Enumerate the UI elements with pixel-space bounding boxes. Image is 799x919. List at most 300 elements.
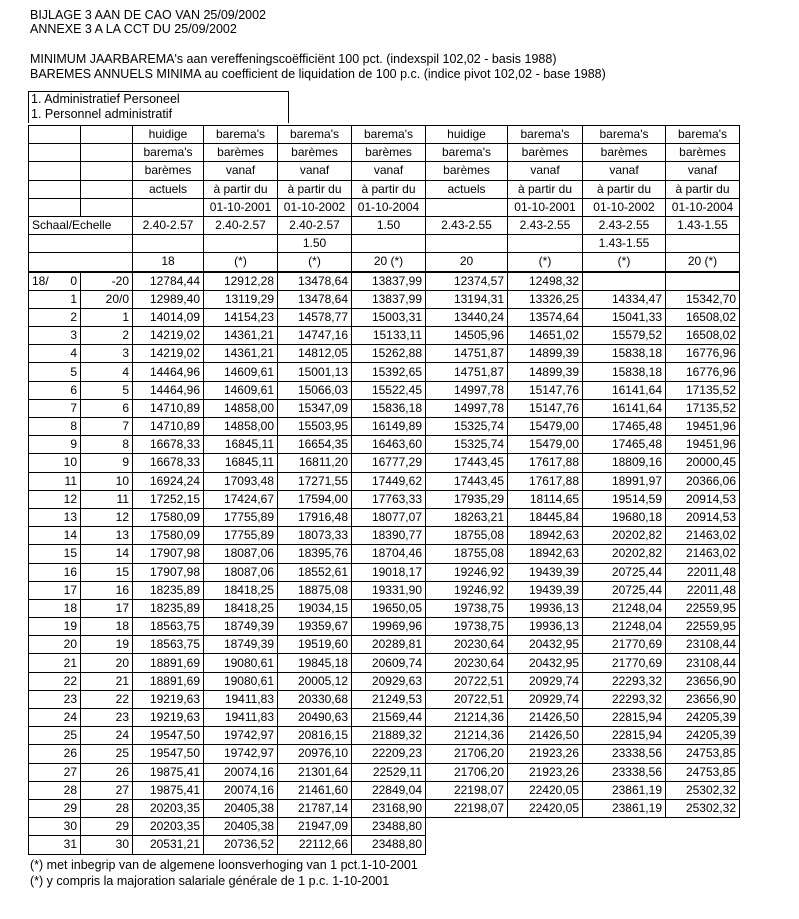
value-cell: 20736,52 [204, 836, 278, 854]
value-cell: 25302,32 [666, 781, 740, 799]
value-cell: 19246,92 [426, 563, 508, 581]
step-cell [29, 290, 81, 308]
value-cell: 20531,21 [133, 836, 204, 854]
value-cell: 18755,08 [426, 545, 508, 563]
value-cell: 22815,94 [583, 727, 666, 745]
note-cell: 20 (*) [352, 253, 426, 272]
table-row [29, 672, 740, 690]
step-number: 12 [63, 491, 77, 506]
table-row [29, 563, 740, 581]
value-cell: 20074,16 [204, 781, 278, 799]
value-cell: 18390,77 [352, 527, 426, 545]
table-row [29, 381, 740, 399]
table-row [29, 363, 740, 381]
step-cell [29, 345, 81, 363]
value-cell: 20202,82 [583, 545, 666, 563]
step-cell-2: 18 [81, 618, 133, 636]
step-cell-2: 10 [81, 472, 133, 490]
value-cell: 14751,87 [426, 345, 508, 363]
value-cell: 24753,85 [666, 763, 740, 781]
value-cell: 24205,39 [666, 709, 740, 727]
value-cell: 15392,65 [352, 363, 426, 381]
value-cell: 19845,18 [278, 654, 352, 672]
step-number: 18 [63, 600, 77, 615]
step-number: 31 [63, 837, 77, 852]
value-cell: 13837,99 [352, 290, 426, 308]
value-cell: 18749,39 [204, 636, 278, 654]
value-cell: 14334,47 [583, 290, 666, 308]
step-number: 0 [70, 273, 77, 288]
step-cell [29, 799, 81, 817]
value-cell: 16654,35 [278, 436, 352, 454]
value-cell: 20202,82 [583, 527, 666, 545]
value-cell: 23108,44 [666, 636, 740, 654]
value-cell: 14219,02 [133, 345, 204, 363]
step-cell [29, 836, 81, 854]
value-cell: 20976,10 [278, 745, 352, 763]
column-header-cell: à partir du [666, 180, 740, 198]
value-cell: 15579,52 [583, 327, 666, 345]
value-cell: 14710,89 [133, 399, 204, 417]
value-cell: 22293,32 [583, 672, 666, 690]
step-cell-2: 13 [81, 527, 133, 545]
value-cell: 18755,08 [426, 527, 508, 545]
column-header-cell: barema's [583, 126, 666, 144]
value-cell: 18809,16 [583, 454, 666, 472]
value-cell: 23338,56 [583, 763, 666, 781]
value-cell: 19742,97 [204, 745, 278, 763]
value-cell: 16149,89 [352, 418, 426, 436]
value-cell [666, 272, 740, 291]
value-cell: 18235,89 [133, 599, 204, 617]
header-row [29, 144, 740, 162]
step-cell [29, 454, 81, 472]
header-row [29, 162, 740, 180]
step-number: 15 [63, 546, 77, 561]
value-cell: 14812,05 [278, 345, 352, 363]
header-row [29, 198, 740, 216]
value-cell: 14014,09 [133, 308, 204, 326]
value-cell: 21947,09 [278, 818, 352, 836]
scale-cell: 2.43-2.55 [426, 216, 508, 234]
value-cell: 15838,18 [583, 363, 666, 381]
value-cell: 22849,04 [352, 781, 426, 799]
step-number: 9 [70, 437, 77, 452]
table-row [29, 727, 740, 745]
column-header-cell: 01-10-2002 [583, 198, 666, 216]
value-cell: 20432,95 [508, 636, 583, 654]
column-header-cell: barema's [133, 144, 204, 162]
value-cell: 22011,48 [666, 563, 740, 581]
column-header-cell: barema's [508, 126, 583, 144]
value-cell: 20722,51 [426, 690, 508, 708]
step-cell [29, 636, 81, 654]
step-number: 17 [63, 582, 77, 597]
step-number: 20 [63, 637, 77, 652]
table-row [29, 836, 740, 854]
value-cell: 17580,09 [133, 527, 204, 545]
value-cell: 20230,64 [426, 636, 508, 654]
value-cell: 24205,39 [666, 727, 740, 745]
value-cell: 18077,07 [352, 508, 426, 526]
category-box [28, 91, 289, 123]
value-cell: 14858,00 [204, 418, 278, 436]
value-cell: 18263,21 [426, 508, 508, 526]
column-header-cell: 01-10-2004 [666, 198, 740, 216]
value-cell: 20230,64 [426, 654, 508, 672]
value-cell: 25302,32 [666, 799, 740, 817]
doc-subtitle-fr: BAREMES ANNUELS MINIMA au coefficient de liquidation de 100 p.c. (indice pivot 102,02 - base 1988) [30, 67, 606, 81]
column-header-cell: à partir du [508, 180, 583, 198]
step-number: 28 [63, 782, 77, 797]
column-header-cell: vanaf [508, 162, 583, 180]
step-cell [29, 763, 81, 781]
value-cell: 19359,67 [278, 618, 352, 636]
column-header-cell: vanaf [666, 162, 740, 180]
value-cell: 14361,21 [204, 345, 278, 363]
scale-cell: 1.50 [278, 235, 352, 253]
step-cell [29, 308, 81, 326]
value-cell: 20405,38 [204, 818, 278, 836]
table-row [29, 436, 740, 454]
value-cell: 21214,36 [426, 709, 508, 727]
value-cell: 22559,95 [666, 599, 740, 617]
value-cell: 14154,23 [204, 308, 278, 326]
value-cell: 21463,02 [666, 527, 740, 545]
value-cell: 21426,50 [508, 709, 583, 727]
value-cell: 19439,39 [508, 581, 583, 599]
step-cell-2: 23 [81, 709, 133, 727]
blank-cell [81, 180, 133, 198]
step-cell-2: 20 [81, 654, 133, 672]
table-row [29, 454, 740, 472]
value-cell: 21248,04 [583, 618, 666, 636]
value-cell: 20929,74 [508, 672, 583, 690]
scale-cell [204, 235, 278, 253]
scale-cell: 2.40-2.57 [204, 216, 278, 234]
category-fr: 1. Personnel administratif [31, 107, 173, 121]
value-cell: 20914,53 [666, 490, 740, 508]
value-cell: 16141,64 [583, 399, 666, 417]
table-row [29, 527, 740, 545]
value-cell: 20929,74 [508, 690, 583, 708]
step-cell-2: 5 [81, 381, 133, 399]
value-cell: 21889,32 [352, 727, 426, 745]
value-cell: 20074,16 [204, 763, 278, 781]
value-cell: 16678,33 [133, 454, 204, 472]
step-cell [29, 490, 81, 508]
step-number: 3 [70, 328, 77, 343]
value-cell: 18087,06 [204, 563, 278, 581]
value-cell: 15479,00 [508, 436, 583, 454]
value-cell: 18087,06 [204, 545, 278, 563]
value-cell: 17093,48 [204, 472, 278, 490]
value-cell: 19018,17 [352, 563, 426, 581]
scale-cell: 2.43-2.55 [508, 216, 583, 234]
column-header-cell: à partir du [278, 180, 352, 198]
value-cell: 18073,33 [278, 527, 352, 545]
scale-cell [352, 235, 426, 253]
note-cell: 20 (*) [666, 253, 740, 272]
doc-subtitle-nl: MINIMUM JAARBAREMA's aan vereffeningscoëfficiënt 100 pct. (indexspil 102,02 - basis 1988) [30, 52, 557, 66]
value-cell: 16508,02 [666, 327, 740, 345]
value-cell: 19547,50 [133, 727, 204, 745]
value-cell: 22112,66 [278, 836, 352, 854]
value-cell: 21787,14 [278, 799, 352, 817]
value-cell: 19742,97 [204, 727, 278, 745]
value-cell: 13574,64 [508, 308, 583, 326]
value-cell: 14747,16 [278, 327, 352, 345]
column-header-cell: barema's [352, 126, 426, 144]
step-cell-2: 1 [81, 308, 133, 326]
blank-cell [29, 198, 81, 216]
value-cell: 21569,44 [352, 709, 426, 727]
doc-title-nl: BIJLAGE 3 AAN DE CAO VAN 25/09/2002 [30, 8, 266, 22]
table-row [29, 781, 740, 799]
value-cell: 17916,48 [278, 508, 352, 526]
value-cell: 19219,63 [133, 690, 204, 708]
value-cell: 22420,05 [508, 781, 583, 799]
value-cell: 20203,35 [133, 799, 204, 817]
step-cell [29, 581, 81, 599]
value-cell: 23338,56 [583, 745, 666, 763]
column-header-cell: à partir du [583, 180, 666, 198]
step-cell-2: 19 [81, 636, 133, 654]
table-row [29, 472, 740, 490]
value-cell: 21770,69 [583, 636, 666, 654]
step-cell-2: 6 [81, 399, 133, 417]
step-cell [29, 418, 81, 436]
note-row [29, 253, 740, 272]
value-cell: 19936,13 [508, 618, 583, 636]
value-cell: 14997,78 [426, 399, 508, 417]
column-header-cell: 01-10-2002 [278, 198, 352, 216]
value-cell: 19080,61 [204, 672, 278, 690]
value-cell: 20405,38 [204, 799, 278, 817]
value-cell: 14361,21 [204, 327, 278, 345]
value-cell: 19514,59 [583, 490, 666, 508]
value-cell: 14464,96 [133, 363, 204, 381]
value-cell: 17907,98 [133, 545, 204, 563]
value-cell: 18891,69 [133, 654, 204, 672]
value-cell [508, 836, 583, 854]
table-row [29, 327, 740, 345]
blank-cell [81, 126, 133, 144]
value-cell: 17443,45 [426, 472, 508, 490]
step-cell-2: 24 [81, 727, 133, 745]
value-cell: 22198,07 [426, 781, 508, 799]
column-header-cell: à partir du [352, 180, 426, 198]
step-cell-2: 28 [81, 799, 133, 817]
column-header-cell [133, 198, 204, 216]
step-cell-2: 2 [81, 327, 133, 345]
value-cell: 19080,61 [204, 654, 278, 672]
value-cell: 22293,32 [583, 690, 666, 708]
step-cell [29, 618, 81, 636]
value-cell: 18704,46 [352, 545, 426, 563]
table-row [29, 654, 740, 672]
value-cell: 23488,80 [352, 818, 426, 836]
step-number: 29 [63, 801, 77, 816]
value-cell: 17465,48 [583, 436, 666, 454]
value-cell: 20000,45 [666, 454, 740, 472]
header-row [29, 126, 740, 144]
step-cell [29, 272, 81, 291]
step-number: 27 [63, 764, 77, 779]
table-row [29, 490, 740, 508]
value-cell: 14219,02 [133, 327, 204, 345]
value-cell: 17465,48 [583, 418, 666, 436]
value-cell: 20725,44 [583, 581, 666, 599]
value-cell: 21923,26 [508, 763, 583, 781]
step-cell-2: 22 [81, 690, 133, 708]
column-header-cell: barema's [426, 144, 508, 162]
step-cell-2: 21 [81, 672, 133, 690]
value-cell: 15041,33 [583, 308, 666, 326]
value-cell: 13119,29 [204, 290, 278, 308]
step-cell [29, 709, 81, 727]
column-header-cell: 01-10-2001 [204, 198, 278, 216]
value-cell: 15838,18 [583, 345, 666, 363]
table-row [29, 418, 740, 436]
value-cell: 13478,64 [278, 290, 352, 308]
step-cell [29, 508, 81, 526]
value-cell: 17617,88 [508, 454, 583, 472]
column-header-cell: vanaf [278, 162, 352, 180]
table-row [29, 290, 740, 308]
step-number: 11 [64, 473, 77, 488]
value-cell: 14997,78 [426, 381, 508, 399]
value-cell: 19680,18 [583, 508, 666, 526]
value-cell: 19738,75 [426, 599, 508, 617]
value-cell: 18395,76 [278, 545, 352, 563]
value-cell: 16141,64 [583, 381, 666, 399]
value-cell: 17449,62 [352, 472, 426, 490]
scale-cell [426, 235, 508, 253]
value-cell: 16845,11 [204, 436, 278, 454]
value-cell: 12784,44 [133, 272, 204, 291]
step-cell [29, 436, 81, 454]
step-cell-2: 12 [81, 508, 133, 526]
value-cell: 22420,05 [508, 799, 583, 817]
step-cell-2: 8 [81, 436, 133, 454]
value-cell: 21706,20 [426, 763, 508, 781]
step-number: 22 [63, 673, 77, 688]
value-cell: 14899,39 [508, 345, 583, 363]
value-cell: 16463,60 [352, 436, 426, 454]
value-cell: 16777,29 [352, 454, 426, 472]
value-cell: 18891,69 [133, 672, 204, 690]
value-cell: 18563,75 [133, 618, 204, 636]
table-row [29, 763, 740, 781]
column-header-cell: barèmes [583, 144, 666, 162]
category-nl: 1. Administratief Personeel [31, 92, 180, 106]
value-cell: 14751,87 [426, 363, 508, 381]
value-cell: 15347,09 [278, 399, 352, 417]
step-cell [29, 527, 81, 545]
value-cell: 15479,00 [508, 418, 583, 436]
note-cell: (*) [508, 253, 583, 272]
scale-cell: 2.40-2.57 [133, 216, 204, 234]
value-cell: 15001,13 [278, 363, 352, 381]
blank-cell [29, 180, 81, 198]
value-cell: 20914,53 [666, 508, 740, 526]
value-cell: 22011,48 [666, 581, 740, 599]
step-number: 26 [63, 746, 77, 761]
value-cell: 21706,20 [426, 745, 508, 763]
value-cell: 19411,83 [204, 709, 278, 727]
table-row [29, 709, 740, 727]
step-number: 13 [63, 510, 77, 525]
value-cell: 16845,11 [204, 454, 278, 472]
value-cell: 23656,90 [666, 690, 740, 708]
value-cell: 22815,94 [583, 709, 666, 727]
step-number: 8 [70, 419, 77, 434]
step-cell [29, 381, 81, 399]
value-cell [583, 272, 666, 291]
value-cell [666, 818, 740, 836]
value-cell: 15147,76 [508, 399, 583, 417]
step-number: 4 [70, 346, 77, 361]
column-header-cell: vanaf [204, 162, 278, 180]
column-header-cell: barèmes [204, 144, 278, 162]
value-cell: 22559,95 [666, 618, 740, 636]
value-cell: 13478,64 [278, 272, 352, 291]
value-cell: 22529,11 [352, 763, 426, 781]
value-cell: 15342,70 [666, 290, 740, 308]
note-cell: (*) [278, 253, 352, 272]
step-cell [29, 472, 81, 490]
value-cell: 19219,63 [133, 709, 204, 727]
value-cell: 14505,96 [426, 327, 508, 345]
value-cell: 23861,19 [583, 781, 666, 799]
value-cell: 19547,50 [133, 745, 204, 763]
footnote-fr: (*) y compris la majoration salariale générale de 1 p.c. 1-10-2001 [30, 874, 390, 888]
value-cell [583, 818, 666, 836]
step-cell-2: 29 [81, 818, 133, 836]
step-cell-2: 14 [81, 545, 133, 563]
note-cell: 18 [133, 253, 204, 272]
column-header-cell: 01-10-2001 [508, 198, 583, 216]
value-cell: 23108,44 [666, 654, 740, 672]
step-cell-2: 25 [81, 745, 133, 763]
scale-cell [666, 235, 740, 253]
value-cell: 13326,25 [508, 290, 583, 308]
doc-title-fr: ANNEXE 3 A LA CCT DU 25/09/2002 [30, 22, 237, 36]
table-body [29, 126, 740, 855]
value-cell: 22198,07 [426, 799, 508, 817]
column-header-cell: barema's [666, 126, 740, 144]
value-cell: 21923,26 [508, 745, 583, 763]
column-header-cell: barèmes [666, 144, 740, 162]
step-cell [29, 654, 81, 672]
value-cell: 12989,40 [133, 290, 204, 308]
value-cell: 19034,15 [278, 599, 352, 617]
blank-cell [81, 198, 133, 216]
step-cell [29, 327, 81, 345]
column-header-cell: barèmes [426, 162, 508, 180]
blank-cell [29, 253, 133, 272]
value-cell: 19936,13 [508, 599, 583, 617]
value-cell: 17135,52 [666, 381, 740, 399]
scale-cell [508, 235, 583, 253]
scale-cell: 1.50 [352, 216, 426, 234]
column-header-cell: actuels [133, 180, 204, 198]
value-cell: 19411,83 [204, 690, 278, 708]
column-header-cell: huidige [133, 126, 204, 144]
value-cell: 21214,36 [426, 727, 508, 745]
value-cell: 20289,81 [352, 636, 426, 654]
